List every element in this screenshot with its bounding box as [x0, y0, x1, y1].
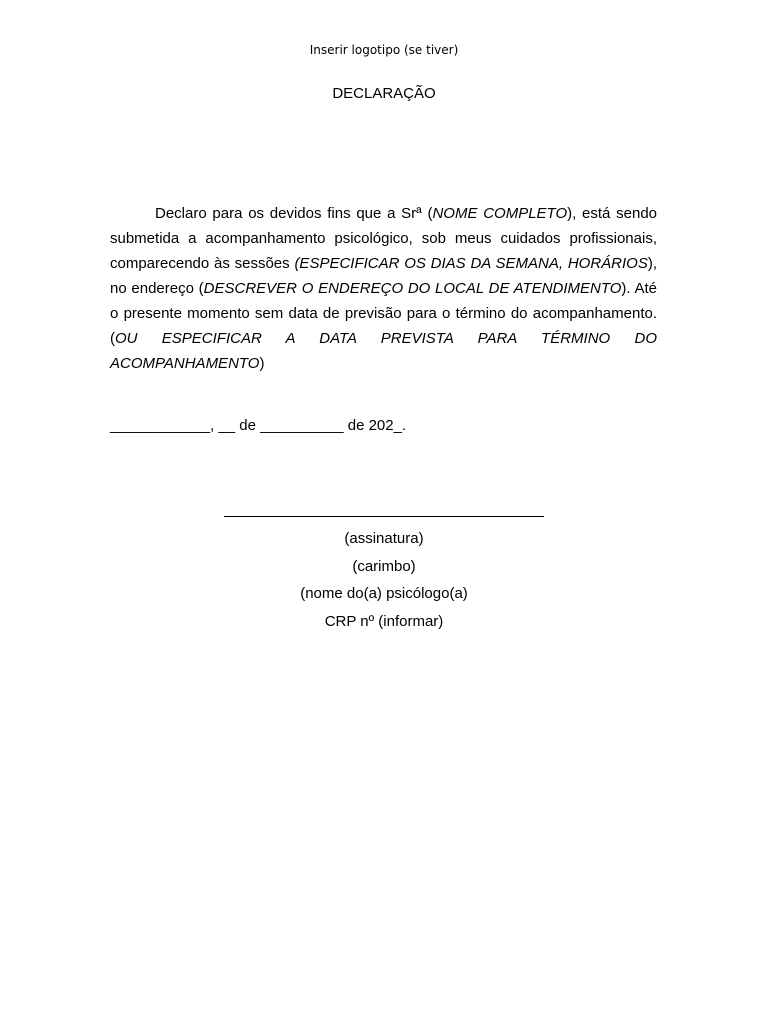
paragraph-text-3: ), no endereço ( — [110, 255, 657, 297]
paragraph-text-4: ). Até o presente momento sem data de previsão para o término do acompanhamento. ( — [110, 280, 657, 347]
stamp-label: (carimbo) — [352, 557, 416, 575]
placeholder-session-days: (ESPECIFICAR OS DIAS DA SEMANA, HORÁRIOS — [294, 255, 648, 272]
signature-block — [0, 505, 768, 635]
placeholder-full-name: NOME COMPLETO — [432, 205, 568, 222]
paragraph-text-5: ) — [259, 355, 265, 372]
signature-line — [224, 516, 544, 517]
date-line: ____________, __ de __________ de 202_. — [110, 417, 407, 434]
placeholder-end-date: OU ESPECIFICAR A DATA PREVISTA PARA TÉRMINO DO ACOMPANHAMENTO — [110, 330, 657, 372]
signature-label: (assinatura) — [344, 530, 424, 547]
placeholder-address: DESCREVER O ENDEREÇO DO LOCAL DE ATENDIMENTO — [203, 280, 622, 297]
document-title: DECLARAÇÃO — [332, 85, 436, 102]
declaration-paragraph — [110, 201, 657, 376]
logo-placeholder-note: Inserir logotipo (se tiver) — [309, 43, 459, 57]
crp-number-label: CRP nº (informar) — [324, 612, 444, 630]
paragraph-text-1: Declaro para os devidos fins que a Srª ( — [155, 205, 433, 222]
psychologist-name-label: (nome do(a) psicólogo(a) — [300, 585, 468, 602]
paragraph-text-2: ), está sendo submetida a acompanhamento psicológico, sob meus cuidados profissionais, comparecendo às sessões — [110, 205, 657, 272]
